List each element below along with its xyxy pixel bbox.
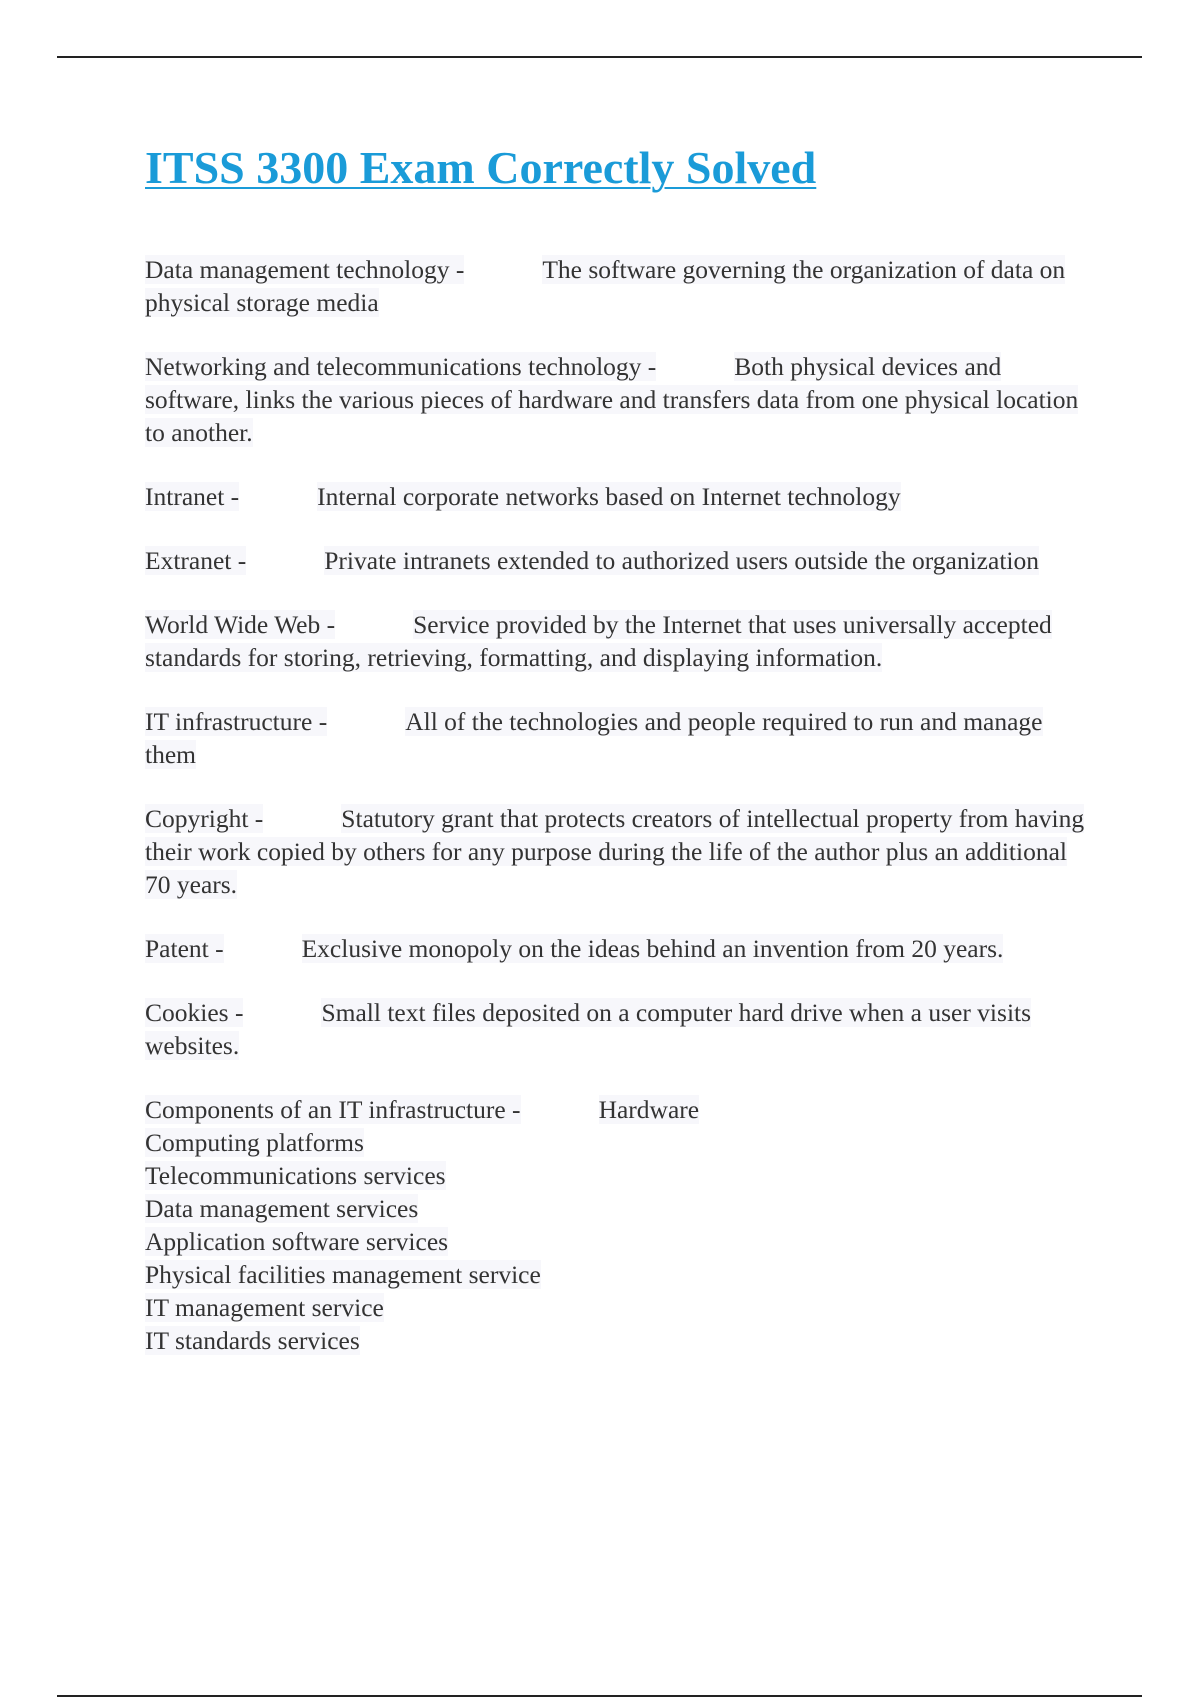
qa-entry [145, 480, 1090, 513]
qa-definition: Private intranets extended to authorized users outside the organization [324, 546, 1039, 576]
qa-term: Cookies - [145, 998, 244, 1028]
document-body [145, 140, 1090, 1388]
qa-definition: All of the technologies and people required to run and manage them [145, 707, 1043, 770]
qa-term: Components of an IT infrastructure - [145, 1095, 521, 1125]
document-title-link[interactable]: ITSS 3300 Exam Correctly Solved [145, 142, 817, 193]
list-item: Computing platforms [145, 1128, 364, 1158]
qa-term: Intranet - [145, 482, 240, 512]
qa-term: Copyright - [145, 804, 264, 834]
qa-entry [145, 705, 1090, 771]
qa-entry [145, 253, 1090, 319]
list-item: Telecommunications services [145, 1161, 446, 1191]
qa-definition: The software governing the organization of data on physical storage media [145, 255, 1066, 318]
list-item: IT standards services [145, 1326, 360, 1356]
qa-definition: Internal corporate networks based on Internet technology [317, 482, 901, 512]
qa-term: Patent - [145, 934, 224, 964]
header-rule [57, 56, 1142, 58]
qa-definition: Hardware [598, 1095, 700, 1125]
list-item: IT management service [145, 1293, 384, 1323]
qa-definition: Exclusive monopoly on the ideas behind an invention from 20 years. [301, 934, 1004, 964]
qa-term: Extranet - [145, 546, 247, 576]
list-item: Data management services [145, 1194, 419, 1224]
qa-entry [145, 544, 1090, 577]
qa-entry [145, 802, 1090, 901]
qa-entry [145, 1093, 1090, 1357]
qa-entry [145, 996, 1090, 1062]
qa-definition: Both physical devices and software, links the various pieces of hardware and transfers data from one physical location to another. [145, 352, 1079, 448]
qa-entry [145, 932, 1090, 965]
qa-entry [145, 350, 1090, 449]
qa-term: IT infrastructure - [145, 707, 328, 737]
qa-definition: Service provided by the Internet that uses universally accepted standards for storing, retrieving, formatting, and displaying information. [145, 610, 1052, 673]
qa-definition: Small text files deposited on a computer hard drive when a user visits websites. [145, 998, 1032, 1061]
qa-term: Data management technology - [145, 255, 465, 285]
list-item: Application software services [145, 1227, 449, 1257]
footer-rule [57, 1695, 1142, 1697]
qa-term: Networking and telecommunications technology - [145, 352, 657, 382]
qa-definition: Statutory grant that protects creators of intellectual property from having their work copied by others for any purpose during the life of the author plus an additional 70 years. [145, 804, 1085, 900]
qa-entry [145, 608, 1090, 674]
qa-term: World Wide Web - [145, 610, 336, 640]
list-item: Physical facilities management service [145, 1260, 541, 1290]
